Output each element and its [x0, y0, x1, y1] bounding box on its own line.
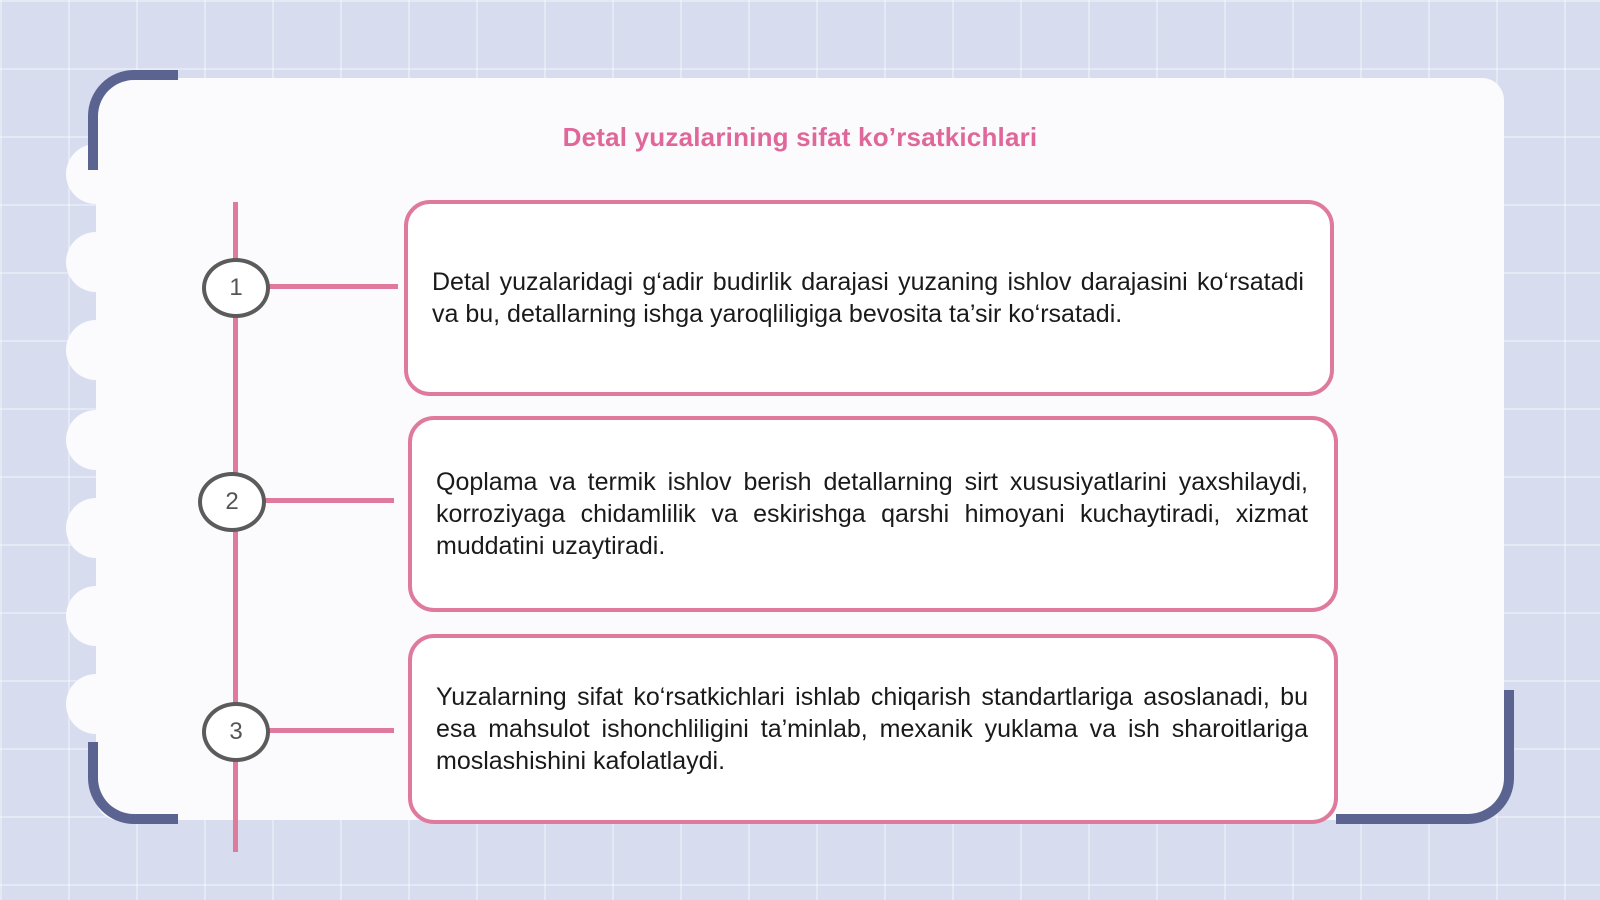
binder-hole — [66, 674, 126, 734]
info-card-2 — [408, 416, 1338, 612]
connector-line-1 — [266, 284, 398, 289]
binder-hole — [66, 410, 126, 470]
info-card-3 — [408, 634, 1338, 824]
binder-hole — [66, 586, 126, 646]
step-number-2: 2 — [198, 472, 266, 532]
info-card-text-3: Yuzalarning sifat ko‘rsatkichlari ishlab chiqarish standartlariga asoslanadi, bu esa mahsulot ishonchliligini ta’minlab, mexanik yuklama va ish sharoitlariga moslashishini kafolatlaydi. — [436, 683, 1308, 775]
step-number-1: 1 — [202, 258, 270, 318]
binder-hole — [66, 320, 126, 380]
slide-title: Detal yuzalarining sifat ko’rsatkichlari — [562, 122, 1038, 152]
connector-line-2 — [262, 498, 394, 503]
frame-corner-bottom-right — [1336, 690, 1514, 824]
connector-line-3 — [266, 728, 394, 733]
binder-hole — [66, 232, 126, 292]
frame-corner-top-left — [88, 70, 178, 170]
binder-hole — [66, 498, 126, 558]
info-card-1 — [404, 200, 1334, 396]
info-card-text-2: Qoplama va termik ishlov berish detallarning sirt xususiyatlarini yaxshilaydi, korroziyaga chidamlilik va eskirishga qarshi himoyani kuchaytiradi, xizmat muddatini uzaytiradi. — [436, 468, 1308, 560]
step-number-3: 3 — [202, 702, 270, 762]
info-card-text-1: Detal yuzalaridagi g‘adir budirlik darajasi yuzaning ishlov darajasini ko‘rsatadi va bu, detallarning ishga yaroqliligiga bevosita ta’sir ko‘rsatadi. — [432, 268, 1304, 328]
